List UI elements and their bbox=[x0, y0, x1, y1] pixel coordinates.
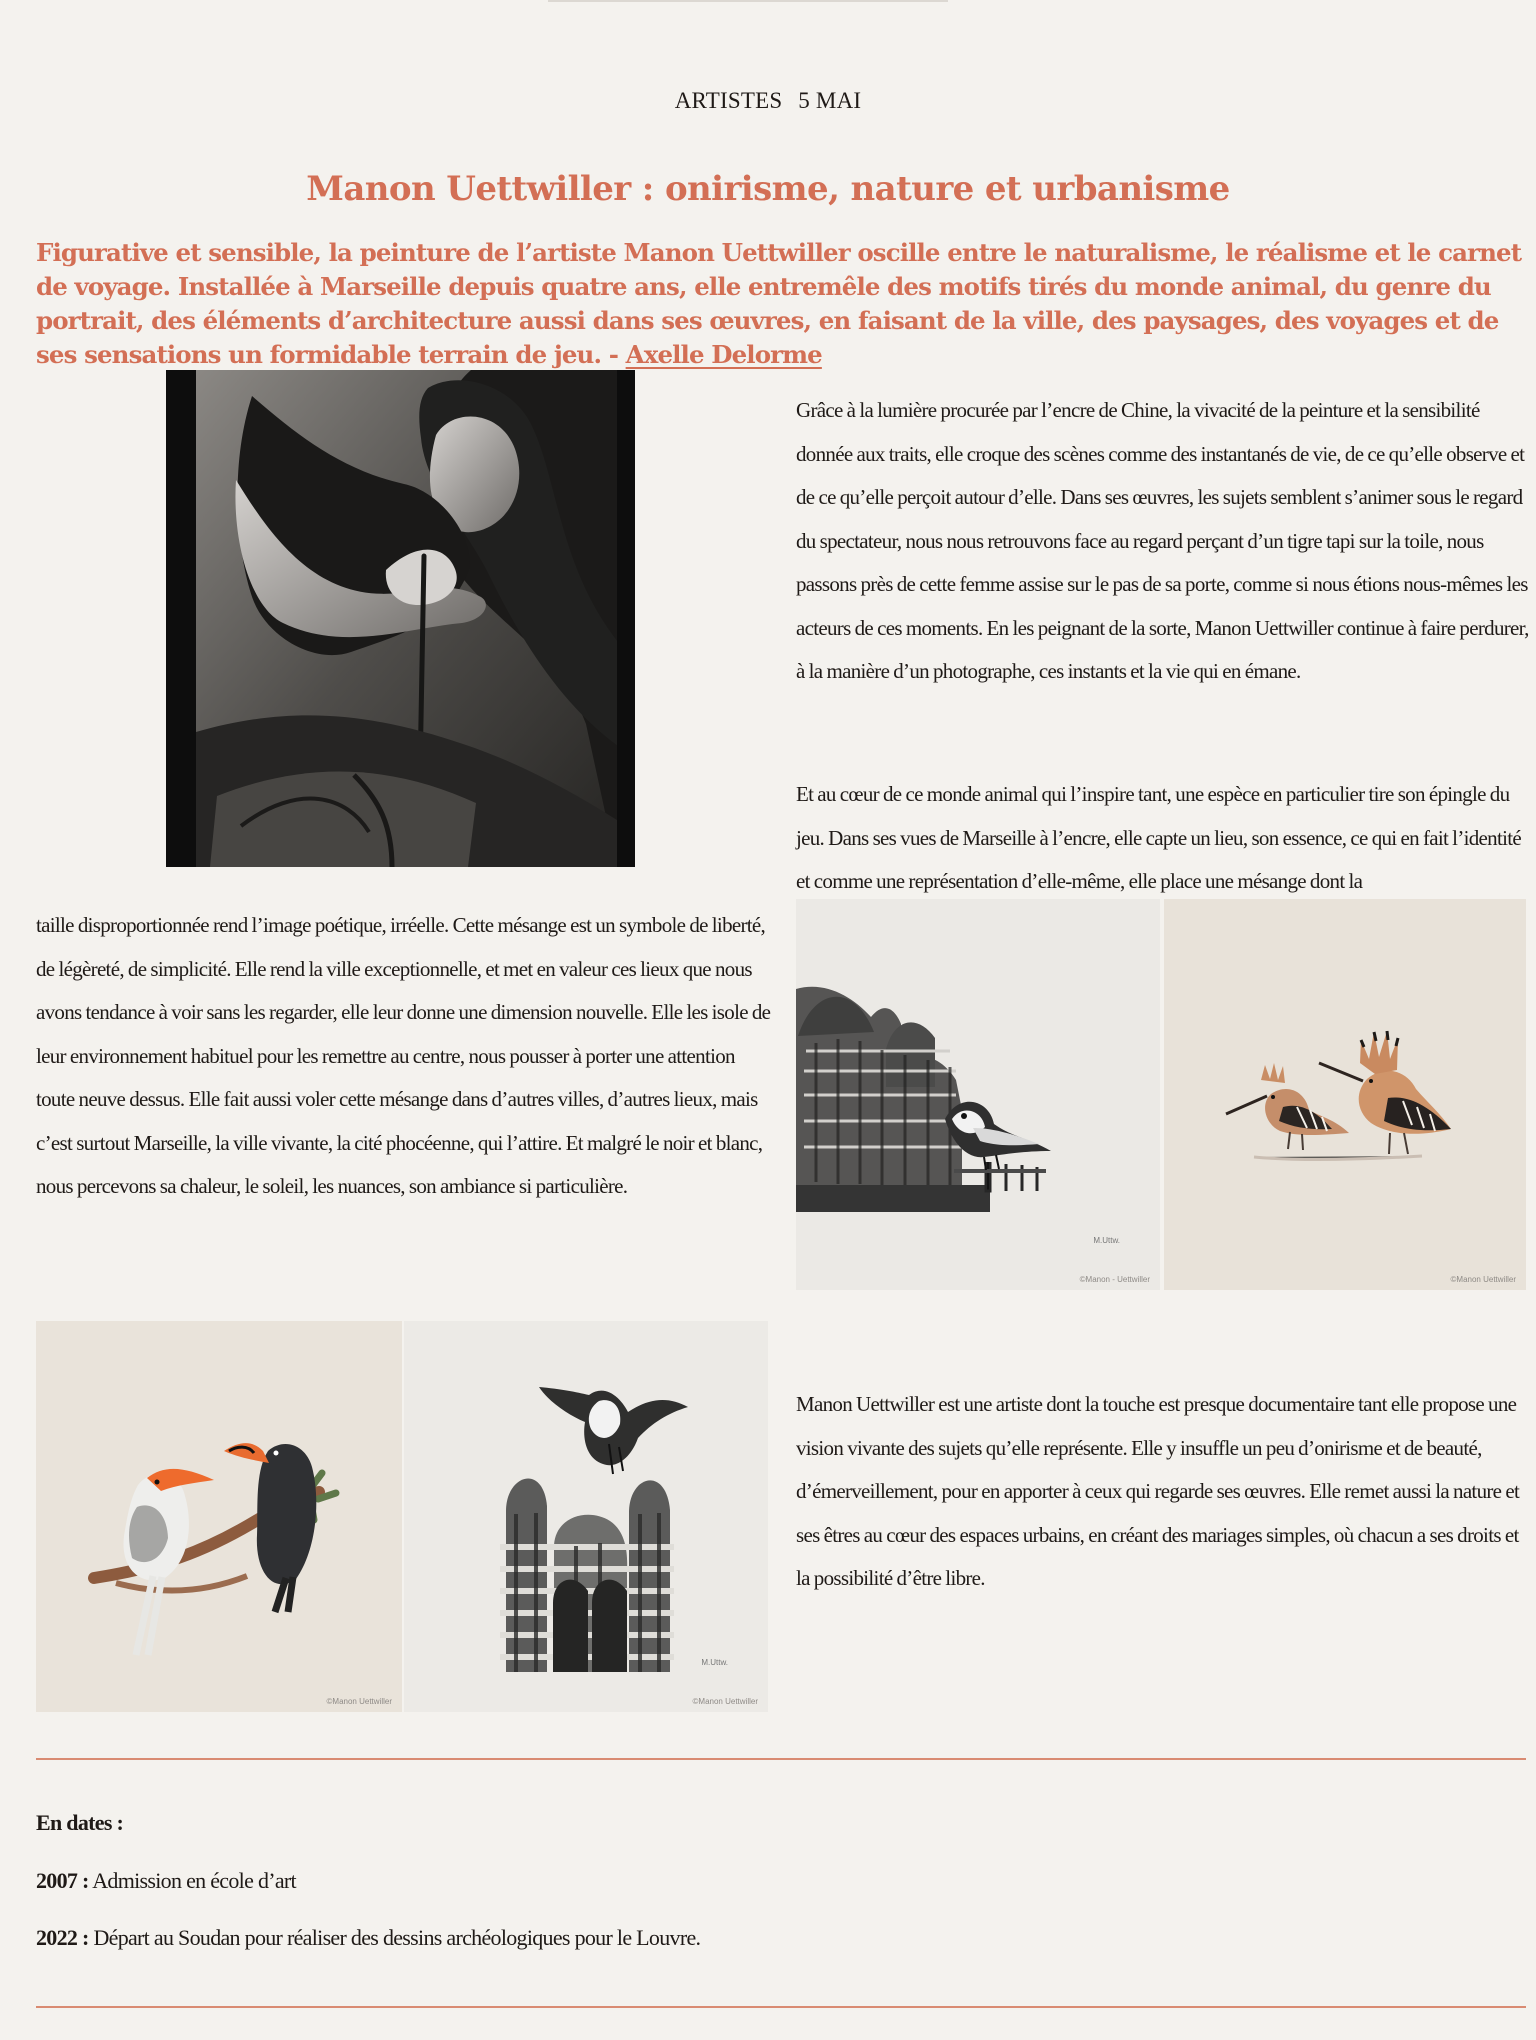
article-date: 5 MAI bbox=[798, 88, 862, 113]
cathedral-tit-artwork-drawing bbox=[404, 1321, 768, 1712]
paragraph-2-part-1: Et au cœur de ce monde animal qui l’inspire tant, une espèce en particulier tire son épingle du jeu. Dans ses vues de Marseille à l’encre, elle capte un lieu, son essence, ce qui en fait l’identité et comme une représentation d’elle-même, elle place une mésange dont la bbox=[796, 782, 1521, 893]
author-link[interactable]: Axelle Delorme bbox=[625, 340, 822, 369]
artwork-copyright-4: ©Manon Uettwiller bbox=[692, 1697, 758, 1706]
article-title: Manon Uettwiller : onirisme, nature et urbanisme bbox=[306, 168, 1230, 209]
artist-photo-drawing bbox=[166, 370, 635, 867]
date-text-2022: Départ au Soudan pour réaliser des dessins archéologiques pour le Louvre. bbox=[88, 1925, 701, 1950]
dates-heading: En dates : bbox=[36, 1810, 124, 1835]
date-item-2022 bbox=[36, 1925, 700, 1951]
hornbill-artwork bbox=[36, 1321, 402, 1712]
article-meta bbox=[0, 88, 1536, 114]
paragraph-1: Grâce à la lumière procurée par l’encre de Chine, la vivacité de la peinture et la sensibilité donnée aux traits, elle croque des scènes comme des instantanés de vie, de ce qu’elle observe et de ce qu’elle perçoit autour d’elle. Dans ses œuvres, les sujets semblent s’animer sous le regard du spectateur, nous nous retrouvons face au regard perçant d’un tigre tapi sur la toile, nous passons près de cette femme assise sur le pas de sa porte, comme si nous étions nous-mêmes les acteurs de ces moments. En les peignant de la sorte, Manon Uettwiller continue à faire perdurer, à la manière d’un photographe, ces instants et la vie qui en émane. bbox=[796, 398, 1529, 683]
hoopoe-artwork bbox=[1164, 899, 1526, 1290]
top-divider bbox=[548, 0, 948, 2]
hornbill-artwork-drawing bbox=[36, 1321, 402, 1712]
date-text-2007: Admission en école d’art bbox=[88, 1868, 296, 1893]
marseille-tit-artwork-drawing bbox=[796, 899, 1160, 1290]
marseille-tit-artwork bbox=[796, 899, 1160, 1290]
date-year-2007: 2007 : bbox=[36, 1868, 89, 1893]
photo-frame-left bbox=[166, 370, 196, 867]
dates-bottom-divider bbox=[36, 2006, 1526, 2008]
date-item-2007 bbox=[36, 1868, 296, 1894]
artist-photo bbox=[166, 370, 635, 867]
hoopoe-artwork-drawing bbox=[1164, 899, 1526, 1290]
artwork-signature-4: M.Uttw. bbox=[701, 1658, 728, 1667]
paragraph-3: Manon Uettwiller est une artiste dont la touche est presque documentaire tant elle propose une vision vivante des sujets qu’elle représente. Elle y insuffle un peu d’onirisme et de beauté, d’émerveillement, pour en apporter à ceux qui regarde ses œuvres. Elle remet aussi la nature et ses êtres au cœur des espaces urbains, en créant des mariages simples, où chacun a ses droits et la possibilité d’être libre. bbox=[796, 1392, 1520, 1590]
artwork-copyright-2: ©Manon Uettwiller bbox=[1450, 1275, 1516, 1284]
date-year-2022: 2022 : bbox=[36, 1925, 89, 1950]
paragraph-2-part-2: taille disproportionnée rend l’image poétique, irréelle. Cette mésange est un symbole de liberté, de légèreté, de simplicité. Elle rend la ville exceptionnelle, et met en valeur ces lieux que nous avons tendance à voir sans les regarder, elle leur donne une dimension nouvelle. Elle les isole de leur environnement habituel pour les remettre au centre, nous pousser à porter une attention toute neuve dessus. Elle fait aussi voler cette mésange dans d’autres villes, d’autres lieux, mais c’est surtout Marseille, la ville vivante, la cité phocéenne, qui l’attire. Et malgré le noir et blanc, nous percevons sa chaleur, le soleil, les nuances, son ambiance si particulière. bbox=[36, 913, 771, 1198]
cathedral-tit-artwork bbox=[404, 1321, 768, 1712]
lead-text: Figurative et sensible, la peinture de l’artiste Manon Uettwiller oscille entre le naturalisme, le réalisme et le carnet de voyage. Installée à Marseille depuis quatre ans, elle entremêle des motifs tirés du monde animal, du genre du portrait, des éléments d’architecture aussi dans ses œuvres, en faisant de la ville, des paysages, des voyages et de ses sensations un formidable terrain de jeu. - bbox=[36, 238, 1522, 369]
article-category[interactable]: ARTISTES bbox=[674, 88, 783, 113]
artwork-copyright-3: ©Manon Uettwiller bbox=[326, 1697, 392, 1706]
artwork-signature-1: M.Uttw. bbox=[1093, 1236, 1120, 1245]
article-lead bbox=[36, 236, 1536, 372]
dates-top-divider bbox=[36, 1758, 1526, 1760]
artwork-copyright-1: ©Manon - Uettwiller bbox=[1079, 1275, 1150, 1284]
photo-frame-right bbox=[617, 370, 635, 867]
